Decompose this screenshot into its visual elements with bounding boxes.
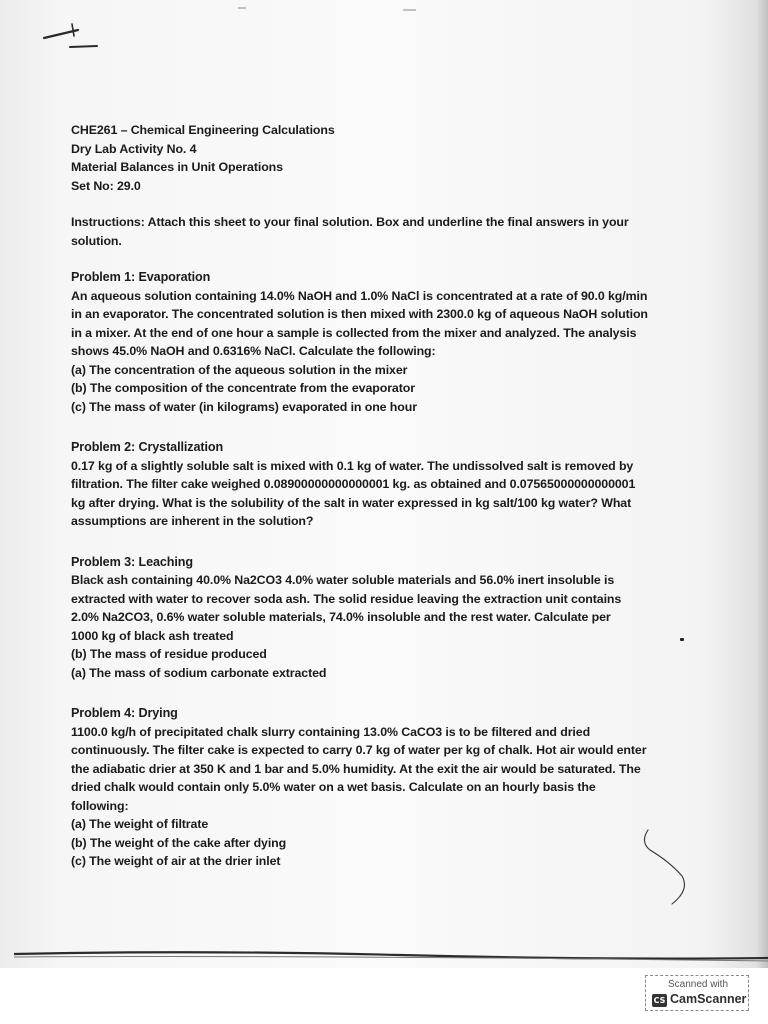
problem-4-line: the adiabatic drier at 350 K and 1 bar and 5.0% humidity. At the exit the air would be saturated. The	[71, 761, 641, 776]
problem-4-line: dried chalk would contain only 5.0% water on a wet basis. Calculate on an hourly basis the	[71, 780, 596, 794]
problem-1-line: in a mixer. At the end of one hour a sample is collected from the mixer and analyzed. The analysis	[71, 325, 637, 340]
problem-3-item-a: (a) The mass of sodium carbonate extracted	[71, 665, 327, 680]
problem-2-line: filtration. The filter cake weighed 0.08900000000000001 kg. as obtained and 0.07565000000000001	[71, 477, 636, 491]
problem-2-line: assumptions are inherent in the solution?	[71, 514, 314, 528]
document-body	[71, 121, 681, 871]
problem-3-line: 2.0% Na2CO3, 0.6% water soluble materials, 74.0% insoluble and the rest water. Calculate per	[71, 610, 611, 624]
problem-4-line: continuously. The filter cake is expected to carry 0.7 kg of water per kg of chalk. Hot air would enter	[71, 743, 647, 757]
problem-1-line: in an evaporator. The concentrated solution is then mixed with 2300.0 kg of aqueous NaOH solution	[71, 307, 648, 321]
camscanner-brand: CamScanner	[670, 992, 747, 1006]
page-shadow	[756, 0, 768, 968]
pen-mark-top	[0, 0, 768, 70]
problem-4-item-a: (a) The weight of filtrate	[71, 817, 209, 831]
pen-mark-curve	[630, 828, 710, 908]
problem-2-title: Problem 2: Crystallization	[71, 440, 224, 454]
course-title: CHE261 – Chemical Engineering Calculations	[71, 123, 335, 137]
scanned-with-label: Scanned with	[667, 979, 729, 990]
problem-2-line: kg after drying. What is the solubility of the salt in water expressed in kg salt/100 kg water? What	[71, 495, 632, 510]
topic-title: Material Balances in Unit Operations	[71, 160, 283, 174]
ink-dot	[680, 638, 684, 641]
problem-1-item-b: (b) The composition of the concentrate from the evaporator	[71, 381, 415, 395]
page-bottom-edge	[0, 946, 768, 966]
instructions-line-2: solution.	[71, 233, 122, 248]
set-number: Set No: 29.0	[71, 178, 141, 193]
problem-4-item-c: (c) The weight of air at the drier inlet	[71, 854, 281, 868]
instructions-line-1: Instructions: Attach this sheet to your final solution. Box and underline the final answers in your	[71, 215, 629, 229]
camscanner-logo-icon: CS	[653, 996, 666, 1005]
problem-1-item-a: (a) The concentration of the aqueous solution in the mixer	[71, 362, 408, 377]
activity-title: Dry Lab Activity No. 4	[71, 141, 197, 156]
problem-2-line: 0.17 kg of a slightly soluble salt is mixed with 0.1 kg of water. The undissolved salt is removed by	[71, 458, 634, 473]
problem-3-title: Problem 3: Leaching	[71, 554, 193, 569]
problem-3-line: 1000 kg of black ash treated	[71, 628, 234, 643]
problem-3-line: Black ash containing 40.0% Na2CO3 4.0% water soluble materials and 56.0% inert insoluble is	[71, 573, 615, 587]
problem-1-line: An aqueous solution containing 14.0% NaOH and 1.0% NaCl is concentrated at a rate of 90.0 kg/min	[71, 288, 648, 303]
problem-4-line: following:	[71, 798, 129, 813]
problem-1-item-c: (c) The mass of water (in kilograms) evaporated in one hour	[71, 399, 417, 414]
problem-1-title: Problem 1: Evaporation	[71, 270, 211, 284]
problem-3-line: extracted with water to recover soda ash. The solid residue leaving the extraction unit contains	[71, 591, 622, 606]
camscanner-watermark	[645, 975, 749, 1011]
problem-4-title: Problem 4: Drying	[71, 706, 178, 720]
problem-4-line: 1100.0 kg/h of precipitated chalk slurry containing 13.0% CaCO3 is to be filtered and dried	[71, 724, 591, 739]
problem-4-item-b: (b) The weight of the cake after dying	[71, 835, 287, 850]
problem-3-item-b: (b) The mass of residue produced	[71, 647, 267, 661]
problem-1-line: shows 45.0% NaOH and 0.6316% NaCl. Calculate the following:	[71, 344, 436, 358]
